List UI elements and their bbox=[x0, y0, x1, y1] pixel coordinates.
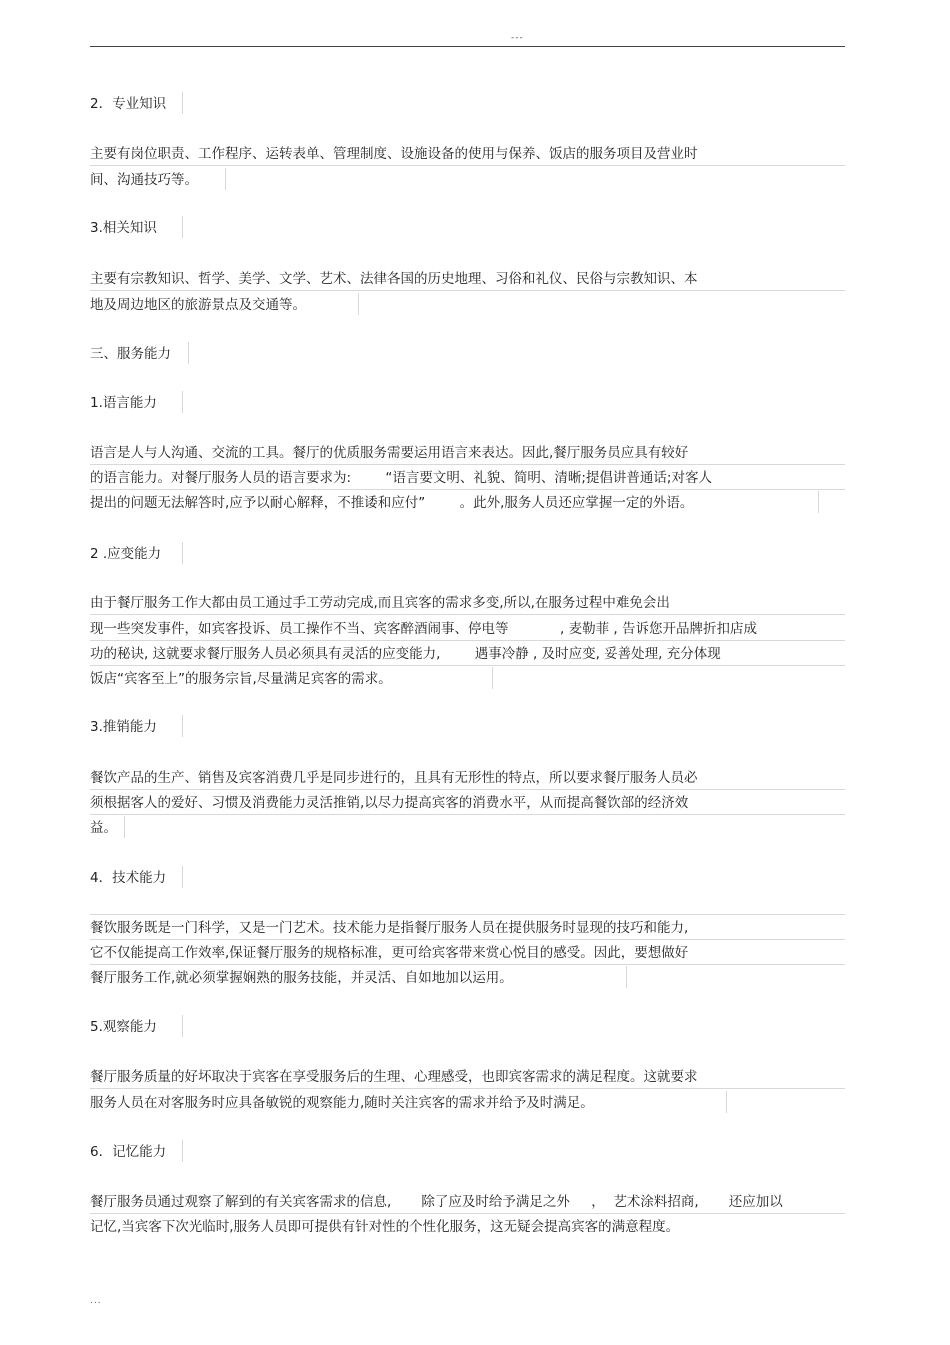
paragraph-line: 主要有岗位职责、工作程序、运转表单、管理制度、设施设备的使用与保养、饭店的服务项目及营业时 bbox=[90, 146, 698, 162]
layout-mark bbox=[90, 290, 845, 291]
paragraph-line: 功的秘诀, 这就要求餐厅服务人员必须具有灵活的应变能力, 遇事冷静 , 及时应变, 妥善处理, 充分体现 bbox=[90, 646, 721, 662]
part-heading: 三、服务能力 bbox=[90, 346, 171, 362]
paragraph-line: 餐饮产品的生产、销售及宾客消费几乎是同步进行的，且具有无形性的特点，所以要求餐厅服务人员必 bbox=[90, 770, 698, 786]
layout-mark bbox=[90, 964, 845, 965]
layout-mark bbox=[90, 1088, 845, 1089]
layout-mark bbox=[492, 667, 493, 689]
layout-mark bbox=[90, 914, 845, 915]
layout-mark bbox=[90, 165, 845, 166]
layout-mark bbox=[182, 1140, 183, 1162]
paragraph-line: 间、沟通技巧等。 bbox=[90, 172, 198, 188]
paragraph-line: 餐厅服务质量的好坏取决于宾客在享受服务后的生理、心理感受，也即宾客需求的满足程度。这就要求 bbox=[90, 1069, 698, 1085]
layout-mark bbox=[90, 640, 845, 641]
layout-mark bbox=[90, 814, 845, 815]
paragraph-line: 服务人员在对客服务时应具备敏锐的观察能力,随时关注宾客的需求并给予及时满足。 bbox=[90, 1095, 594, 1111]
paragraph-line: 它不仅能提高工作效率,保证餐厅服务的规格标准，更可给宾客带来赏心悦目的感受。因此，要想做好 bbox=[90, 945, 689, 961]
paragraph-line: 地及周边地区的旅游景点及交通等。 bbox=[90, 297, 306, 313]
layout-mark bbox=[182, 391, 183, 413]
layout-mark bbox=[182, 542, 183, 564]
paragraph-line: 由于餐厅服务工作大都由员工通过手工劳动完成,而且宾客的需求多变,所以,在服务过程中难免会出 bbox=[90, 595, 670, 611]
paragraph-line: 语言是人与人沟通、交流的工具。餐厅的优质服务需要运用语言来表达。因此,餐厅服务员应具有较好 bbox=[90, 445, 689, 461]
layout-mark bbox=[90, 1213, 845, 1214]
section-heading: 2．专业知识 bbox=[90, 96, 167, 112]
layout-mark bbox=[90, 489, 845, 490]
section-heading: 3.相关知识 bbox=[90, 220, 157, 236]
layout-mark bbox=[726, 1091, 727, 1113]
header-rule bbox=[90, 46, 845, 47]
layout-mark bbox=[124, 816, 125, 838]
paragraph-line: 主要有宗教知识、哲学、美学、文学、艺术、法律各国的历史地理、习俗和礼仪、民俗与宗教知识、本 bbox=[90, 271, 698, 287]
paragraph-line: 须根据客人的爱好、习惯及消费能力灵活推销,以尽力提高宾客的消费水平，从而提高餐饮部的经济效 bbox=[90, 795, 689, 811]
header-mark: --- bbox=[511, 33, 524, 43]
paragraph-line: 餐饮服务既是一门科学，又是一门艺术。技术能力是指餐厅服务人员在提供服务时显现的技巧和能力, bbox=[90, 920, 689, 936]
paragraph-line: 记忆,当宾客下次光临时,服务人员即可提供有针对性的个性化服务，这无疑会提高宾客的满意程度。 bbox=[90, 1219, 680, 1235]
layout-mark bbox=[225, 168, 226, 190]
paragraph-line: 饭店“宾客至上”的服务宗旨,尽量满足宾客的需求。 bbox=[90, 671, 392, 687]
paragraph-line: 餐厅服务员通过观察了解到的有关宾客需求的信息, 除了应及时给予满足之外 ， 艺术涂料招商, 还应加以 bbox=[90, 1194, 783, 1210]
layout-mark bbox=[358, 293, 359, 315]
subsection-heading: 2 .应变能力 bbox=[90, 546, 162, 562]
paragraph-line: 益。 bbox=[90, 820, 117, 836]
paragraph-line: 提出的问题无法解答时,应予以耐心解释，不推诿和应付” 。此外,服务人员还应掌握一定的外语。 bbox=[90, 495, 694, 511]
layout-mark bbox=[90, 665, 845, 666]
subsection-heading: 6．记忆能力 bbox=[90, 1144, 167, 1160]
layout-mark bbox=[90, 789, 845, 790]
layout-mark bbox=[182, 216, 183, 238]
layout-mark bbox=[182, 866, 183, 888]
layout-mark bbox=[818, 491, 819, 513]
subsection-heading: 3.推销能力 bbox=[90, 719, 157, 735]
layout-mark bbox=[182, 92, 183, 114]
subsection-heading: 4．技术能力 bbox=[90, 870, 167, 886]
layout-mark bbox=[626, 966, 627, 988]
paragraph-line: 的语言能力。对餐厅服务人员的语言要求为: “语言要文明、礼貌、简明、清晰;提倡讲普通话;对客人 bbox=[90, 470, 712, 486]
layout-mark bbox=[90, 614, 845, 615]
subsection-heading: 5.观察能力 bbox=[90, 1019, 157, 1035]
subsection-heading: 1.语言能力 bbox=[90, 395, 157, 411]
layout-mark bbox=[182, 1015, 183, 1037]
paragraph-line: 现一些突发事件，如宾客投诉、员工操作不当、宾客醉酒闹事、停电等 , 麦勒菲 , 告诉您开品牌折扣店成 bbox=[90, 621, 757, 637]
footer-mark: ... bbox=[90, 1296, 102, 1306]
layout-mark bbox=[90, 939, 845, 940]
layout-mark bbox=[188, 342, 189, 364]
layout-mark bbox=[90, 464, 845, 465]
paragraph-line: 餐厅服务工作,就必须掌握娴熟的服务技能，并灵活、自如地加以运用。 bbox=[90, 970, 513, 986]
layout-mark bbox=[182, 715, 183, 737]
